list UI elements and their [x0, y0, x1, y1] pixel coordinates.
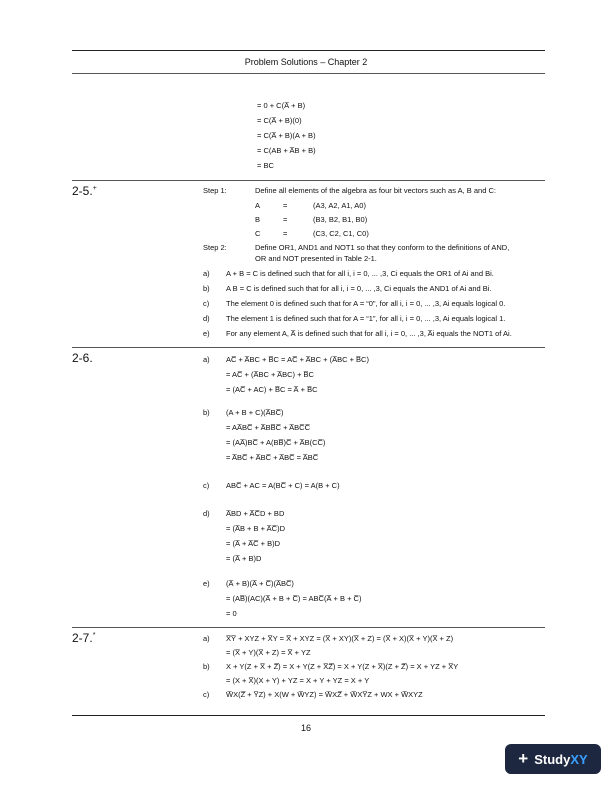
- vector-eq: =: [283, 215, 288, 224]
- vector-value: (C3, C2, C1, C0): [313, 229, 369, 238]
- vector-name: B: [255, 215, 261, 224]
- item-label: a): [203, 269, 210, 278]
- equation-line: X + Y(Z + X̅ + Z̅) = X + Y(Z + X̅Z̅) = X + Y(Z + X̅)(Z + Z̅) = X + YZ + X̅Y: [226, 662, 459, 671]
- section-divider: [72, 180, 545, 181]
- part-label: c): [203, 481, 210, 490]
- vector-name: C: [255, 229, 261, 238]
- item-label: c): [203, 299, 210, 308]
- footer-rule: [72, 715, 545, 716]
- item-label: b): [203, 284, 210, 293]
- header-bottom-rule: [72, 73, 545, 74]
- equation-line: = 0: [226, 609, 237, 618]
- equation-line: = A̅BC̅ + A̅BC̅ + A̅BC̅ = A̅BC̅: [226, 453, 319, 462]
- step2-text-cont: OR and NOT presented in Table 2-1.: [255, 254, 377, 263]
- studyxy-badge: [505, 744, 601, 774]
- item-text: For any element A, A̅ is defined such that for all i, i = 0, ... ,3, A̅i equals the NOT1 of Ai.: [226, 329, 512, 338]
- problem-2-7-number: 2-7.*: [72, 631, 96, 645]
- equation-line: = AC̅ + (A̅BC + A̅BC) + B̅C: [226, 370, 314, 379]
- item-label: e): [203, 329, 210, 338]
- equation-line: = AA̅BC̅ + A̅BB̅C̅ + A̅BC̅C̅: [226, 423, 311, 432]
- part-label: b): [203, 408, 210, 417]
- equation-line: = (AB̅)(AC)(A̅ + B + C̅) = ABC̅(A̅ + B + C̅): [226, 594, 362, 603]
- equation-line: = (AC̅ + AC) + B̅C = A̅ + B̅C: [226, 385, 318, 394]
- step1-label: Step 1:: [203, 186, 227, 195]
- equation-line: (A + B + C)(A̅BC̅): [226, 408, 284, 417]
- vector-value: (A3, A2, A1, A0): [313, 201, 366, 210]
- item-label: d): [203, 314, 210, 323]
- part-label: c): [203, 690, 210, 699]
- top-line: = C(A̅ + B)(A + B): [257, 131, 316, 140]
- equation-line: A̅BD + A̅C̅D + BD: [226, 509, 285, 518]
- header-top-rule: [72, 50, 545, 51]
- top-line: = 0 + C(A̅ + B): [257, 101, 306, 110]
- step1-text: Define all elements of the algebra as four bit vectors such as A, B and C:: [255, 186, 496, 195]
- item-text: A B = C is defined such that for all i, i = 0, ... ,3, Ci equals the AND1 of Ai and Bi.: [226, 284, 492, 293]
- part-label: a): [203, 634, 210, 643]
- equation-line: = (A̅B + B + A̅C̅)D: [226, 524, 285, 533]
- problem-2-6-number: 2-6.: [72, 351, 93, 365]
- item-text: A + B = C is defined such that for all i, i = 0, ... ,3, Ci equals the OR1 of Ai and Bi.: [226, 269, 494, 278]
- step2-text: Define OR1, AND1 and NOT1 so that they conform to the definitions of AND,: [255, 243, 510, 252]
- section-divider: [72, 627, 545, 628]
- page-number: 16: [300, 723, 311, 733]
- vector-name: A: [255, 201, 261, 210]
- step2-label: Step 2:: [203, 243, 227, 252]
- part-label: d): [203, 509, 210, 518]
- equation-line: = (AA̅)BC̅ + A(BB̅)C̅ + A̅B(CC̅): [226, 438, 326, 447]
- section-divider: [72, 347, 545, 348]
- top-line: = C(AB + A̅B + B): [257, 146, 316, 155]
- problem-2-5-number: 2-5.+: [72, 184, 97, 198]
- equation-line: X̅Y̅ + XYZ + X̅Y = X̅ + XYZ = (X̅ + XY)(X̅ + Z) = (X̅ + X)(X̅ + Y)(X̅ + Z): [226, 634, 454, 643]
- plus-icon: +: [518, 749, 529, 768]
- item-text: The element 1 is defined such that for A = “1”, for all i, i = 0, ... ,3, Ai equals logical 1.: [226, 314, 506, 323]
- equation-line: = (A̅ + A̅C̅ + B)D: [226, 539, 280, 548]
- top-line: = C(A̅ + B)(0): [257, 116, 302, 125]
- studyxy-logo-text: StudyXY: [534, 751, 588, 767]
- part-label: b): [203, 662, 210, 671]
- vector-value: (B3, B2, B1, B0): [313, 215, 368, 224]
- top-line: = BC: [257, 161, 274, 170]
- item-text: The element 0 is defined such that for A = “0”, for all i, i = 0, ... ,3, Ai equals logical 0.: [226, 299, 506, 308]
- vector-eq: =: [283, 229, 288, 238]
- equation-line: W̅X(Z̅ + Y̅Z) + X(W + W̅YZ) = W̅XZ̅ + W̅XY̅Z + WX + W̅XYZ: [226, 690, 423, 699]
- part-label: e): [203, 579, 210, 588]
- equation-line: = (X + X̅)(X + Y) + YZ = X + Y + YZ = X + Y: [226, 676, 370, 685]
- part-label: a): [203, 355, 210, 364]
- vector-eq: =: [283, 201, 288, 210]
- page-header-title: Problem Solutions – Chapter 2: [244, 57, 368, 67]
- equation-line: ABC̅ + AC = A(BC̅ + C) = A(B + C): [226, 481, 340, 490]
- equation-line: (A̅ + B)(A̅ + C̅)(A̅BC̅): [226, 579, 294, 588]
- equation-line: = (X̅ + Y)(X̅ + Z) = X̅ + YZ: [226, 648, 311, 657]
- equation-line: AC̅ + A̅BC + B̅C = AC̅ + A̅BC + (A̅BC + B̅C): [226, 355, 369, 364]
- equation-line: = (A̅ + B)D: [226, 554, 262, 563]
